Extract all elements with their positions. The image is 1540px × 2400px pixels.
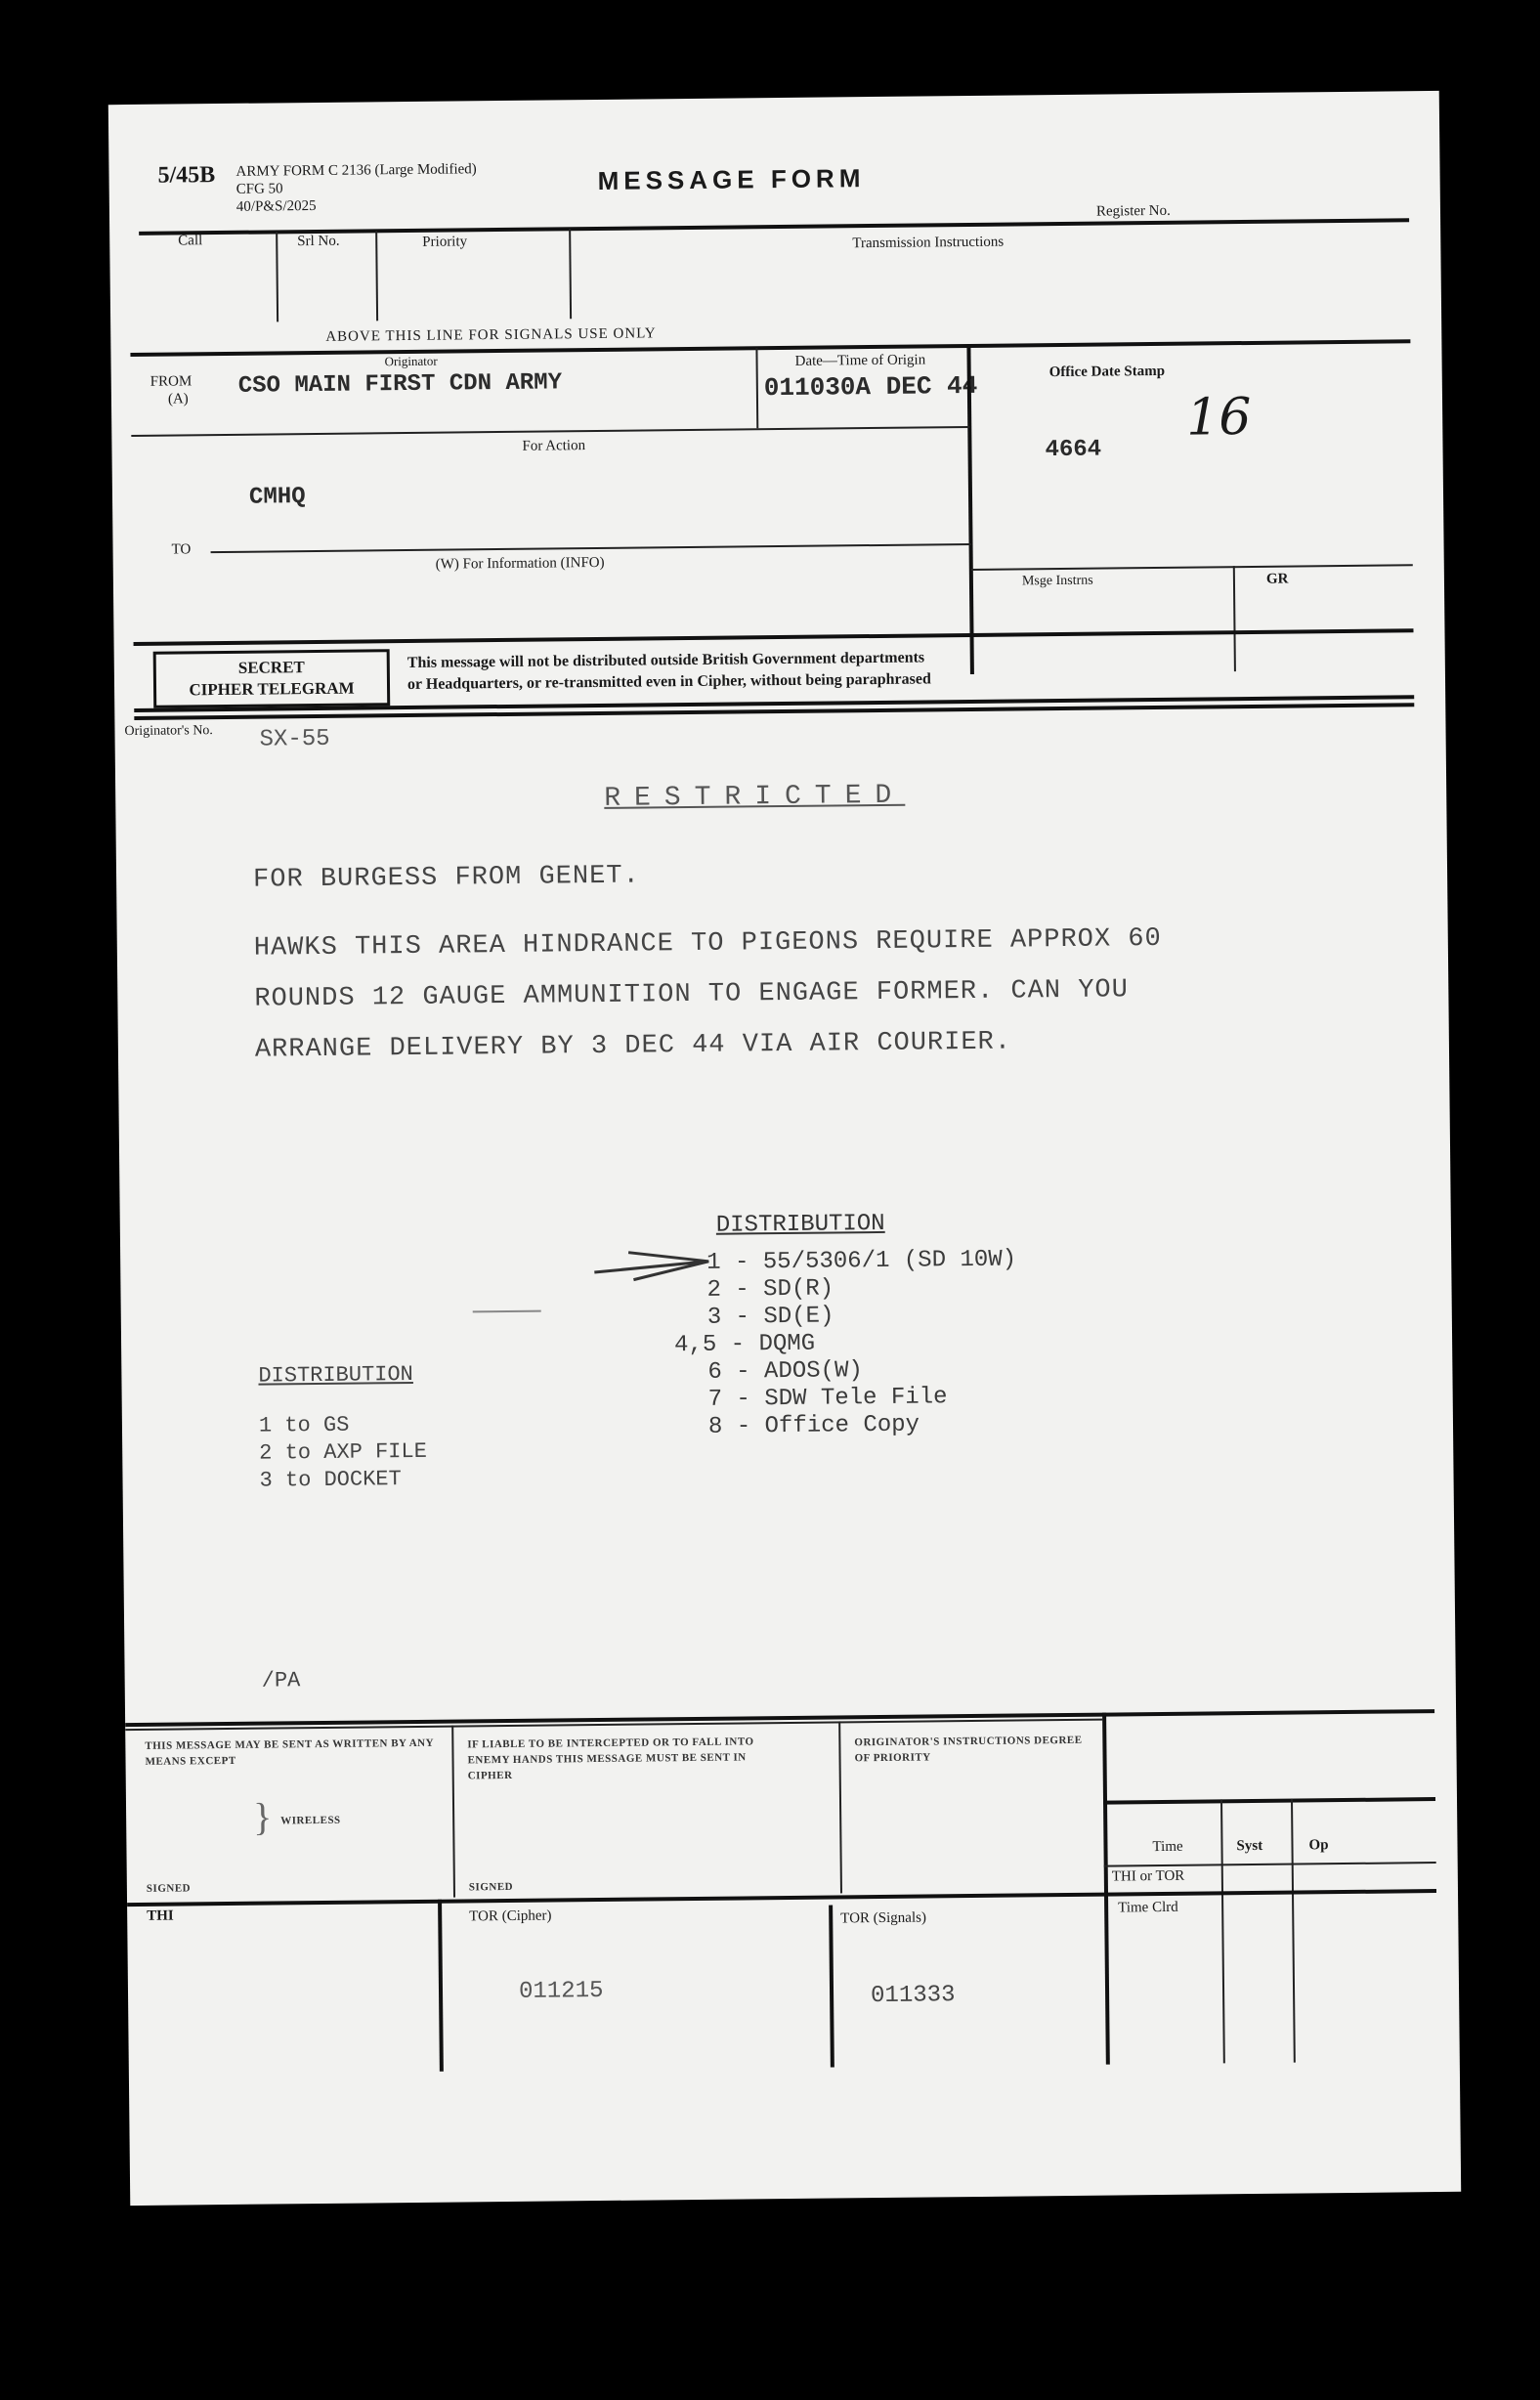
distribution-item: 8 - Office Copy [707, 1411, 920, 1440]
to-label: TO [171, 541, 192, 558]
stamp-number: 4664 [1045, 436, 1102, 464]
srl-no-label: Srl No. [297, 233, 340, 250]
signed-label-1: SIGNED [146, 1882, 192, 1895]
transmission-label: Transmission Instructions [852, 234, 1005, 252]
stray-mark [473, 1310, 541, 1313]
divider [438, 1900, 444, 2072]
to-rule [211, 543, 971, 553]
gr-label: GR [1265, 571, 1289, 587]
form-cfg: CFG 50 [235, 181, 283, 197]
written-note: THIS MESSAGE MAY BE SENT AS WRITTEN BY ANY MEANS EXCEPT [145, 1736, 434, 1768]
distribution-item: 4,5 - DQMG [673, 1330, 816, 1359]
tor-signals-value: 011333 [870, 1982, 956, 2010]
tor-cipher-value: 011215 [518, 1977, 604, 2005]
info-label: (W) For Information (INFO) [435, 554, 605, 573]
body-line-4: ARRANGE DELIVERY BY 3 DEC 44 VIA AIR COURIER. [254, 1027, 1012, 1065]
call-label: Call [178, 233, 203, 249]
brace-mark: } [252, 1794, 273, 1839]
register-no-label: Register No. [1095, 202, 1171, 220]
distribution-item: 3 to DOCKET [259, 1467, 402, 1493]
distribution-heading-left: DISTRIBUTION [258, 1361, 413, 1389]
cipher-note: IF LIABLE TO BE INTERCEPTED OR TO FALL INTO ENEMY HANDS THIS MESSAGE MUST BE SENT IN CIPHER [467, 1736, 754, 1782]
time-clrd-label: Time Clrd [1118, 1899, 1178, 1916]
right-block-rule-2 [1104, 1862, 1436, 1867]
distribution-list-left [259, 1411, 428, 1495]
stamp-mark: 16 [1185, 387, 1252, 448]
divider [1220, 1799, 1225, 2063]
originator-label: Originator [384, 353, 438, 369]
typist-initials: /PA [261, 1668, 301, 1693]
time-label: Time [1152, 1838, 1183, 1856]
form-title: MESSAGE FORM [597, 163, 866, 195]
form-ref: 5/45B [157, 162, 216, 189]
signals-note: ABOVE THIS LINE FOR SIGNALS USE ONLY [325, 325, 657, 345]
form-code: ARMY FORM C 2136 (Large Modified) [235, 161, 477, 180]
classification-top-rule [134, 628, 1414, 646]
arrow-icon [589, 1242, 717, 1292]
distribution-item: 3 - SD(E) [706, 1303, 834, 1331]
wireless-label: WIRELESS [280, 1814, 341, 1827]
from-sub-label: (A) [167, 391, 189, 407]
dto-value: 011030A DEC 44 [763, 370, 978, 404]
syst-label: Syst [1236, 1837, 1263, 1855]
divider [1291, 1799, 1296, 2063]
message-form-sheet [108, 91, 1461, 2206]
secret-label: SECRET [237, 658, 305, 677]
for-action-label: For Action [522, 438, 586, 454]
thi-or-tor-label: THI or TOR [1111, 1867, 1185, 1885]
divider [569, 229, 572, 319]
originator-value: CSO MAIN FIRST CDN ARMY [237, 369, 563, 400]
dto-label: Date—Time of Origin [794, 352, 926, 369]
from-label: FROM [150, 373, 192, 390]
form-ps: 40/P&S/2025 [235, 197, 317, 215]
for-action-value: CMHQ [248, 484, 306, 511]
divider [1233, 566, 1236, 671]
distribution-list-right [673, 1246, 1018, 1441]
originators-no-label: Originator's No. [124, 723, 213, 740]
notice-line2: or Headquarters, or re-transmitted even in Cipher, without being paraphrased [406, 670, 931, 694]
instr-rule [971, 564, 1413, 571]
divider [451, 1726, 455, 1898]
divider [755, 348, 758, 428]
right-block-divider [1102, 1713, 1110, 2065]
divider [829, 1906, 834, 2068]
distribution-item: 2 to AXP FILE [259, 1438, 428, 1466]
distribution-item: 6 - ADOS(W) [707, 1357, 863, 1386]
originators-no: SX-55 [259, 725, 330, 753]
msge-instrns-label: Msge Instrns [1021, 573, 1093, 589]
tor-cipher-label: TOR (Cipher) [469, 1907, 552, 1925]
notice-line1: This message will not be distributed outside British Government departments [406, 649, 925, 672]
divider [838, 1721, 842, 1893]
signed-label-2: SIGNED [468, 1880, 514, 1894]
divider [276, 232, 278, 321]
priority-label: Priority [422, 234, 468, 250]
originator-bottom-rule [131, 426, 969, 437]
secret-box [153, 649, 391, 708]
cipher-telegram-label: CIPHER TELEGRAM [189, 678, 355, 700]
originator-top-rule [130, 339, 1410, 357]
op-label: Op [1308, 1837, 1329, 1854]
office-stamp-label: Office Date Stamp [1048, 363, 1166, 381]
body-line-1: FOR BURGESS FROM GENET. [252, 861, 640, 895]
footer-top-rule [125, 1709, 1434, 1727]
body-line-3: ROUNDS 12 GAUGE AMMUNITION TO ENGAGE FORMER. CAN YOU [254, 975, 1130, 1014]
right-block-rule [1103, 1797, 1435, 1805]
originators-instructions: ORIGINATOR'S INSTRUCTIONS DEGREE OF PRIORITY [854, 1734, 1083, 1765]
divider [375, 231, 378, 321]
body-line-2: HAWKS THIS AREA HINDRANCE TO PIGEONS REQUIRE APPROX 60 [253, 923, 1162, 964]
distribution-item: 1 - 55/5306/1 (SD 10W) [706, 1246, 1017, 1276]
footer-mid-rule [127, 1889, 1436, 1907]
restricted-heading: RESTRICTED [604, 780, 906, 814]
distribution-heading-right: DISTRIBUTION [715, 1210, 885, 1239]
distribution-item: 1 to GS [258, 1412, 350, 1438]
thi-label: THI [147, 1907, 174, 1924]
distribution-item: 7 - SDW Tele File [707, 1384, 948, 1413]
tor-signals-label: TOR (Signals) [840, 1909, 926, 1927]
distribution-item: 2 - SD(R) [706, 1275, 834, 1304]
